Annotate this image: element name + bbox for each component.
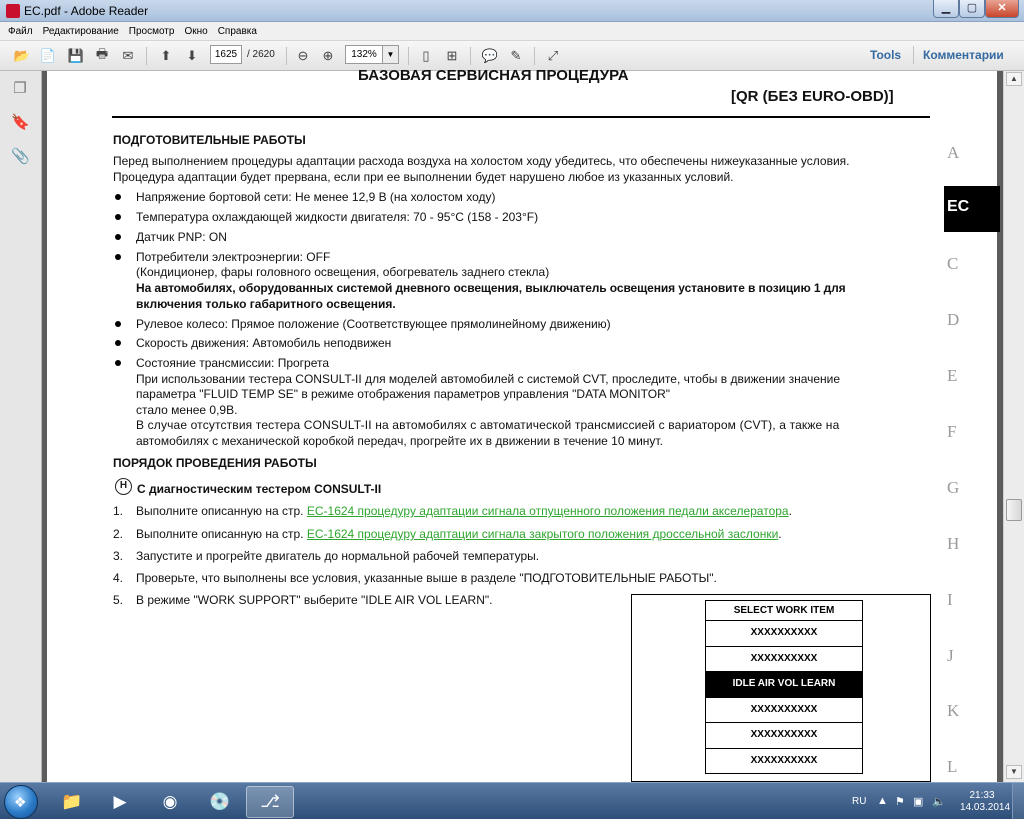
windows-logo-icon: ❖ <box>14 794 27 810</box>
clock[interactable] <box>960 790 1011 814</box>
fit-page-icon[interactable]: ▯ <box>422 48 430 63</box>
menu-help[interactable]: Справка <box>217 25 257 37</box>
bullet-icon <box>115 321 121 327</box>
index-tab-g: G <box>947 478 960 497</box>
email-icon[interactable]: ✉ <box>122 48 134 63</box>
scroll-thumb[interactable] <box>1006 499 1022 521</box>
close-button[interactable]: ✕ <box>985 0 1019 18</box>
step-2-end: . <box>778 527 782 541</box>
window-title: EC.pdf - Adobe Reader <box>24 4 149 18</box>
zoom-dropdown-button[interactable]: ▼ <box>383 45 399 64</box>
create-pdf-icon[interactable]: 📄 <box>39 48 57 63</box>
index-tab-c: C <box>947 254 959 273</box>
toolbar-separator <box>534 47 535 65</box>
bullet-icon <box>115 234 121 240</box>
scroll-down-arrow[interactable]: ▼ <box>1006 765 1022 779</box>
menu-edit[interactable]: Редактирование <box>42 25 119 37</box>
language-indicator[interactable]: RU <box>852 796 867 807</box>
sticky-note-icon[interactable]: 💬 <box>481 48 499 63</box>
menu-window[interactable]: Окно <box>184 25 208 37</box>
adobe-reader-taskbar-icon[interactable]: ⎇ <box>246 786 294 818</box>
bullet-icon <box>115 214 121 220</box>
step-5-number: 5. <box>113 593 124 607</box>
condition-coolant: Температура охлаждающей жидкости двигателя: 70 - 95°C (158 - 203°F) <box>136 210 539 224</box>
toolbar-separator <box>470 47 471 65</box>
pages-panel-icon[interactable]: ❐ <box>13 80 27 97</box>
condition-pnp: Датчик PNP: ON <box>136 230 227 244</box>
next-page-icon[interactable]: ⬇ <box>186 48 198 63</box>
condition-voltage: Напряжение бортовой сети: Не менее 12,9 В (на холостом ходу) <box>136 190 496 204</box>
index-tab-ec: EC <box>944 186 1000 232</box>
step-3-number: 3. <box>113 549 124 563</box>
title-rule <box>112 116 930 118</box>
start-button[interactable] <box>4 785 38 819</box>
step-2-text: Выполните описанную на стр. <box>136 527 307 541</box>
bullet-icon <box>115 254 121 260</box>
step-2-number: 2. <box>113 527 124 541</box>
chrome-taskbar-icon[interactable]: ◉ <box>162 792 178 811</box>
show-desktop-button[interactable] <box>1012 783 1024 819</box>
index-tab-k: K <box>947 701 960 720</box>
print-icon[interactable]: 🖶 <box>95 46 109 61</box>
index-tab-j: J <box>947 646 954 665</box>
bullet-icon <box>115 360 121 366</box>
condition-loads-note: (Кондиционер, фары головного освещения, обогреватель заднего стекла) <box>136 265 550 279</box>
condition-transmission: Состояние трансмиссии: Прогрета <box>136 356 330 370</box>
index-tab-e: E <box>947 366 958 385</box>
step-1-link[interactable]: EC-1624 процедуру адаптации сигнала отпущенного положения педали акселератора <box>306 504 789 518</box>
screen-item-selected: IDLE AIR VOL LEARN <box>706 671 862 697</box>
consult-screen <box>705 600 863 774</box>
title-bar <box>0 0 1024 22</box>
zoom-input[interactable]: 132% <box>345 45 383 64</box>
menu-file[interactable]: Файл <box>8 25 33 37</box>
zoom-out-icon[interactable]: ⊖ <box>297 48 309 63</box>
step-5-text: В режиме "WORK SUPPORT" выберите "IDLE AIR VOL LEARN". <box>136 593 493 607</box>
screen-item: XXXXXXXXXX <box>706 697 862 723</box>
index-tab-i: I <box>947 590 953 609</box>
transmission-note-4: В случае отсутствия тестера CONSULT-II на автомобилях с автоматической трансмиссией с вариатором (CVT), а также на <box>136 418 840 432</box>
zoom-in-icon[interactable]: ⊕ <box>322 48 334 63</box>
menu-bar <box>0 22 1024 41</box>
screen-item: XXXXXXXXXX <box>706 646 862 672</box>
document-title: БАЗОВАЯ СЕРВИСНАЯ ПРОЦЕДУРА <box>358 67 629 84</box>
index-tab-h: H <box>947 534 960 553</box>
step-1-number: 1. <box>113 504 124 518</box>
taskbar <box>0 782 1024 819</box>
attachments-panel-icon[interactable]: 📎 <box>11 148 30 165</box>
transmission-note-2: параметра "FLUID TEMP SE" в режиме отображения параметров управления "DATA MONITOR" <box>136 387 670 401</box>
clock-date: 14.03.2014 <box>960 802 1011 813</box>
network-icon[interactable]: ▣ <box>913 796 924 808</box>
step-3-text: Запустите и прогрейте двигатель до нормальной рабочей температуры. <box>136 549 540 563</box>
index-tab-a: A <box>947 143 960 162</box>
screen-item: XXXXXXXXXX <box>706 748 862 774</box>
clock-time: 21:33 <box>969 790 995 801</box>
step-1-end: . <box>788 504 792 518</box>
navigation-pane <box>0 71 42 782</box>
highlight-icon[interactable]: ✎ <box>510 48 522 63</box>
previous-page-icon[interactable]: ⬆ <box>160 48 172 63</box>
document-subtitle: [QR (БЕЗ EURO-OBD)] <box>731 88 894 105</box>
toolbar-separator <box>286 47 287 65</box>
step-2 <box>136 527 782 541</box>
step-1 <box>136 504 792 518</box>
scroll-up-arrow[interactable]: ▲ <box>1006 72 1022 86</box>
menu-view[interactable]: Просмотр <box>128 25 175 37</box>
bullet-icon <box>115 340 121 346</box>
condition-loads: Потребители электроэнергии: OFF <box>136 250 331 264</box>
prep-intro-line-2: Процедура адаптации будет прервана, если при ее выполнении будет нарушено любое из указанных условий. <box>113 170 734 184</box>
media-player-taskbar-icon[interactable]: ▶ <box>113 792 127 811</box>
step-1-text: Выполните описанную на стр. <box>136 504 307 518</box>
volume-icon[interactable]: 🔈 <box>932 796 946 808</box>
index-tab-d: D <box>947 310 960 329</box>
screen-item: XXXXXXXXXX <box>706 722 862 748</box>
step-2-link[interactable]: EC-1624 процедуру адаптации сигнала закрытого положения дроссельной заслонки <box>306 527 779 541</box>
bullet-icon <box>115 194 121 200</box>
toolbar-separator <box>146 47 147 65</box>
screen-header: SELECT WORK ITEM <box>733 605 835 616</box>
page-total: / 2620 <box>247 49 275 60</box>
consult-tester-icon: H <box>115 478 132 495</box>
prep-heading: ПОДГОТОВИТЕЛЬНЫЕ РАБОТЫ <box>113 133 306 147</box>
index-tab-f: F <box>947 422 957 441</box>
procedure-heading: ПОРЯДОК ПРОВЕДЕНИЯ РАБОТЫ <box>113 456 317 470</box>
maximize-button[interactable]: ▢ <box>959 0 985 18</box>
full-screen-icon[interactable]: ⤢ <box>547 48 559 63</box>
screen-item: XXXXXXXXXX <box>706 620 862 646</box>
open-file-icon[interactable]: 📂 <box>13 48 31 63</box>
show-hidden-icons-icon[interactable]: ▲ <box>877 795 888 807</box>
condition-steering: Рулевое колесо: Прямое положение (Соответствующее прямолинейному движению) <box>136 317 611 331</box>
step-4-text: Проверьте, что выполнены все условия, указанные выше в разделе "ПОДГОТОВИТЕЛЬНЫЕ РАБОТЫ". <box>136 571 717 585</box>
toolbar-separator <box>913 46 914 64</box>
vertical-scrollbar[interactable] <box>1003 71 1024 782</box>
disk-tool-taskbar-icon[interactable]: 💿 <box>209 792 231 811</box>
transmission-note-3: стало менее 0,9В. <box>136 403 238 417</box>
toolbar-separator <box>408 47 409 65</box>
fit-width-icon[interactable]: ⊞ <box>446 48 458 63</box>
condition-loads-warning-1: На автомобилях, оборудованных системой дневного освещения, выключатель освещения установите в позицию 1 для <box>136 281 846 295</box>
transmission-note-5: автомобилях с механической коробкой передач, прогрейте их в движении в течение 10 минут. <box>136 434 663 448</box>
step-4-number: 4. <box>113 571 124 585</box>
flag-icon[interactable]: ⚑ <box>895 796 905 808</box>
consult-heading: С диагностическим тестером CONSULT-II <box>137 482 382 496</box>
minimize-button[interactable]: ▁ <box>933 0 959 18</box>
page-number-input[interactable]: 1625 <box>210 45 242 64</box>
prep-intro-line-1: Перед выполнением процедуры адаптации расхода воздуха на холостом ходу убедитесь, что обеспечены нижеуказанные условия. <box>113 154 850 168</box>
condition-speed: Скорость движения: Автомобиль неподвижен <box>136 336 392 350</box>
index-tab-l: L <box>947 757 958 776</box>
bookmarks-panel-icon[interactable]: 🔖 <box>11 114 30 131</box>
comments-button[interactable]: Комментарии <box>923 48 1004 62</box>
save-icon[interactable]: 💾 <box>67 48 85 63</box>
explorer-taskbar-icon[interactable]: 📁 <box>61 792 83 811</box>
transmission-note-1: При использовании тестера CONSULT-II для моделей автомобилей с системой CVT, проследите, чтобы в движении значение <box>136 372 841 386</box>
condition-loads-warning-2: включения только габаритного освещения. <box>136 297 396 311</box>
adobe-reader-icon <box>6 4 20 18</box>
tools-button[interactable]: Tools <box>870 48 902 62</box>
